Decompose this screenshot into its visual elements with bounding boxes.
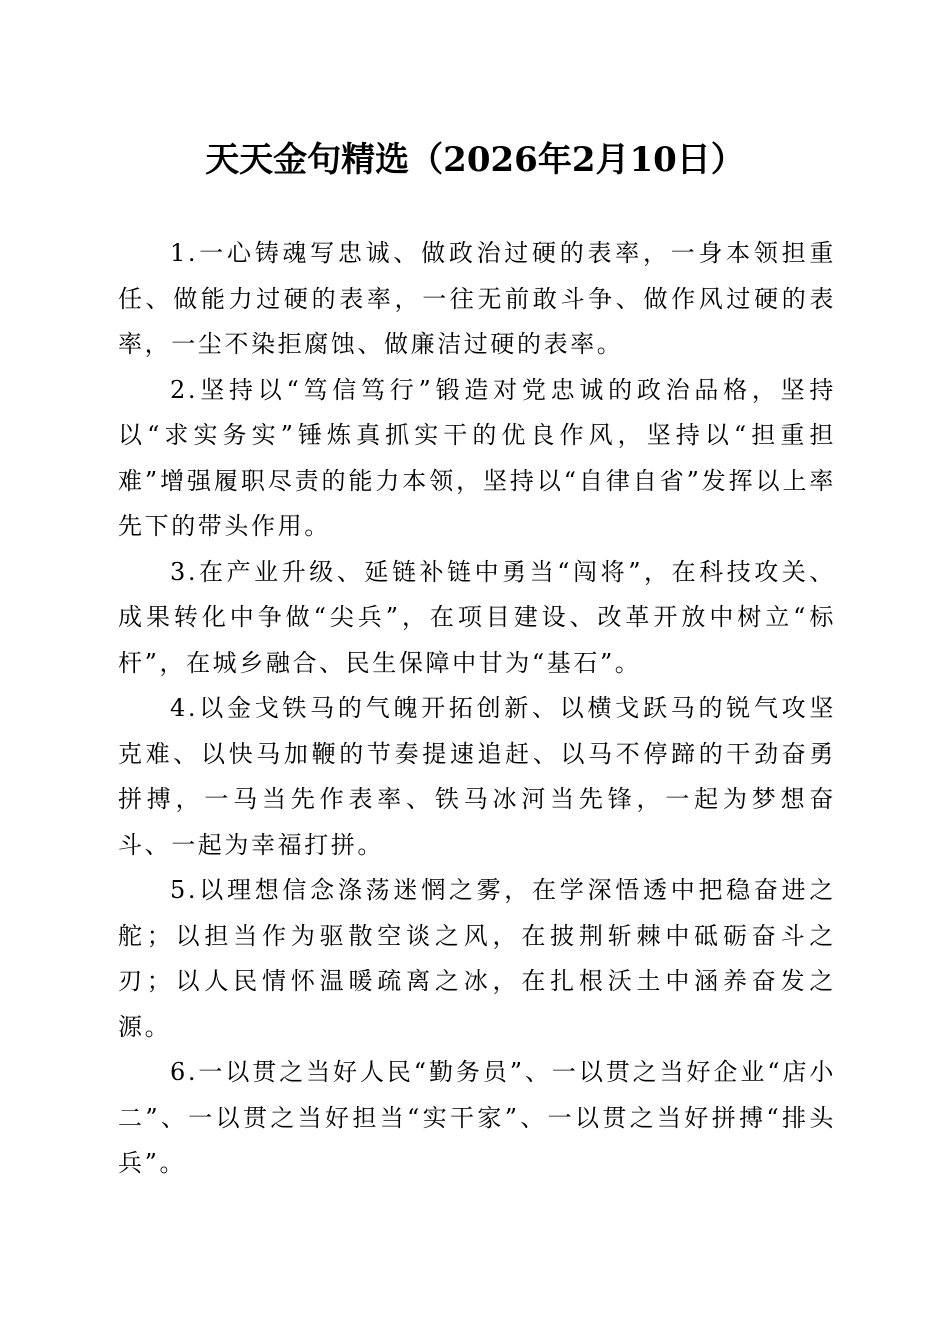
paragraph-5: 5.以理想信念涤荡迷惘之雾，在学深悟透中把稳奋进之舵；以担当作为驱散空谈之风，在披荆斩棘中砥砺奋斗之刃；以人民情怀温暖疏离之冰，在扎根沃土中涵养奋发之源。 — [118, 876, 836, 1041]
paragraph-6: 6.一以贯之当好人民“勤务员”、一以贯之当好企业“店小二”、一以贯之当好担当“实干家”、一以贯之当好拼搏“排头兵”。 — [118, 1058, 836, 1177]
paragraph-4: 4.以金戈铁马的气魄开拓创新、以横戈跃马的锐气攻坚克难、以快马加鞭的节奏提速追赶、以马不停蹄的干劲奋勇拼搏，一马当先作表率、铁马冰河当先锋，一起为梦想奋斗、一起为幸福打拼。 — [118, 694, 836, 859]
paragraph-2: 2.坚持以“笃信笃行”锻造对党忠诚的政治品格，坚持以“求实务实”锤炼真抓实干的优良作风，坚持以“担重担难”增强履职尽责的能力本领，坚持以“自律自省”发挥以上率先下的带头作用。 — [118, 375, 836, 540]
document-body — [118, 231, 836, 1187]
paragraph-1: 1.一心铸魂写忠诚、做政治过硬的表率，一身本领担重任、做能力过硬的表率，一往无前敢斗争、做作风过硬的表率，一尘不染拒腐蚀、做廉洁过硬的表率。 — [118, 239, 836, 358]
document-title: 天天金句精选（2026年2月10日） — [205, 140, 745, 180]
paragraph-3: 3.在产业升级、延链补链中勇当“闯将”，在科技攻关、成果转化中争做“尖兵”，在项目建设、改革开放中树立“标杆”，在城乡融合、民生保障中甘为“基石”。 — [118, 557, 836, 677]
